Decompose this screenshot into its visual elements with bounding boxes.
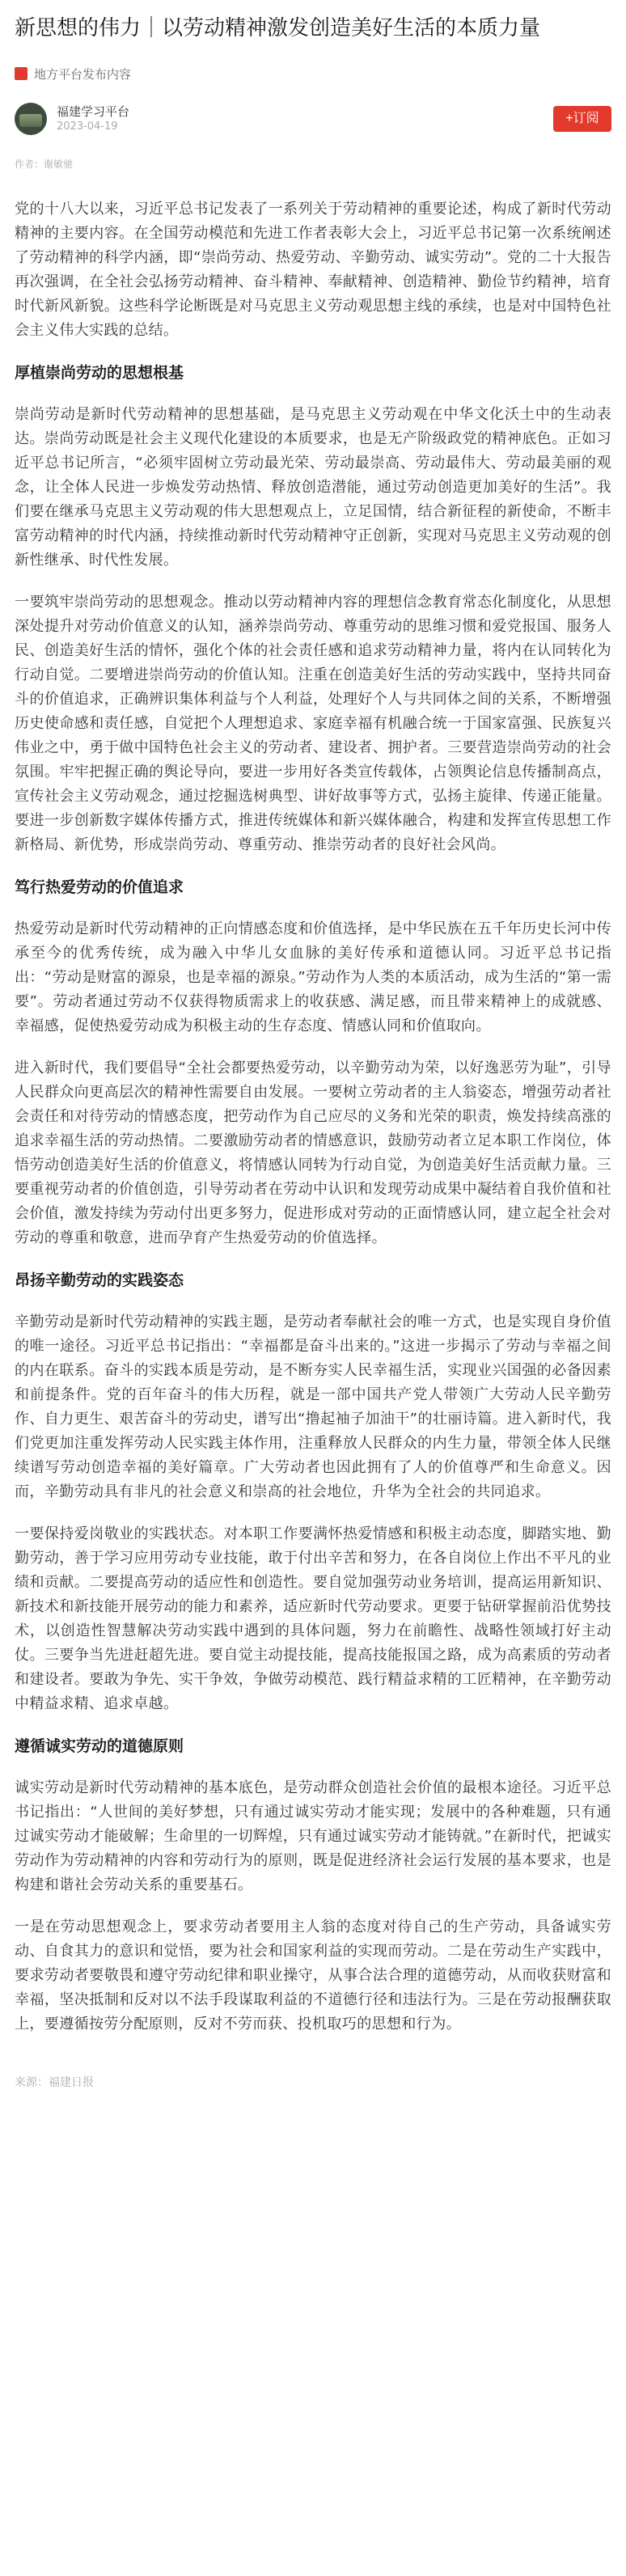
paragraph: 热爱劳动是新时代劳动精神的正向情感态度和价值选择，是中华民族在五千年历史长河中传承至今的优秀传统，成为融入中华儿女血脉的美好传承和道德认同。习近平总书记指出：“劳动是财富的源泉，也是幸福的源泉。”劳动作为人类的本质活动，成为生活的“第一需要”。劳动者通过劳动不仅获得物质需求上的收获感、满足感，而且带来精神上的成就感、幸福感，促使热爱劳动成为积极主动的生存态度、情感认同和价值取向。 bbox=[15, 920, 611, 1034]
section-heading: 遵循诚实劳动的道德原则 bbox=[15, 1737, 184, 1755]
footer-source: 来源：福建日报 bbox=[15, 2076, 94, 2089]
paragraph: 一是在劳动思想观念上，要求劳动者要用主人翁的态度对待自己的生产劳动，具备诚实劳动、自食其力的意识和觉悟，要为社会和国家利益的实现而劳动。二是在劳动生产实践中，要求劳动者要敬畏和遵守劳动纪律和职业操守，从事合法合理的道德劳动，从而收获财富和幸福，坚决抵制和反对以不法手段谋取利益的不道德行径和违法行为。三是在劳动报酬获取上，要遵循按劳分配原则，反对不劳而获、投机取巧的思想和行为。 bbox=[15, 1918, 611, 2032]
source-row[interactable] bbox=[15, 63, 611, 84]
paragraph: 一要筑牢崇尚劳动的思想观念。推动以劳动精神内容的理想信念教育常态化制度化，从思想深处提升对劳动价值意义的认知，涵养崇尚劳动、尊重劳动的思维习惯和爱党报国、服务人民、创造美好生活的情怀，强化个体的社会责任感和追求劳动精神力量，将内在认同转化为行动自觉。二要增进崇尚劳动的价值认知。注重在创造美好生活的劳动实践中，坚持共同奋斗的价值追求，正确辨识集体利益与个人利益，处理好个人与共同体之间的关系，不断增强历史使命感和责任感，自觉把个人理想追求、家庭幸福有机融合统一于国家富强、民族复兴伟业之中，勇于做中国特色社会主义的劳动者、建设者、拥护者。三要营造崇尚劳动的社会氛围。牢牢把握正确的舆论导向，要进一步用好各类宣传载体，占领舆论信息传播制高点，宣传社会主义劳动观念，通过挖掘选树典型、讲好故事等方式，弘扬主旋律、传递正能量。要进一步创新数字媒体传播方式，推进传统媒体和新兴媒体融合，构建和发挥宣传思想工作新格局、新优势，形成崇尚劳动、尊重劳动、推崇劳动者的良好社会风尚。 bbox=[15, 594, 611, 853]
platform-icon bbox=[15, 67, 27, 80]
paragraph: 辛勤劳动是新时代劳动精神的实践主题，是劳动者奉献社会的唯一方式，也是实现自身价值的唯一途径。习近平总书记指出：“幸福都是奋斗出来的。”这进一步揭示了劳动与幸福之间的内在联系。奋斗的实践本质是劳动，是不断夯实人民幸福生活，实现业兴国强的必备因素和前提条件。党的百年奋斗的伟大历程，就是一部中国共产党人带领广大劳动人民辛勤劳作、自力更生、艰苦奋斗的劳动史，谱写出“撸起袖子加油干”的壮丽诗篇。进入新时代，我们党更加注重发挥劳动人民实践主体作用，注重释放人民群众的内生力量，带领全体人民继续谱写劳动创造幸福的美好篇章。广大劳动者也因此拥有了人的价值尊严和生命意义。因而，辛勤劳动具有非凡的社会意义和崇高的社会地位，升华为全社会的共同追求。 bbox=[15, 1313, 611, 1500]
editor-credit: 作者：谢敏驰 bbox=[15, 159, 74, 170]
publish-date: 2023-04-19 bbox=[57, 121, 118, 133]
avatar[interactable] bbox=[15, 103, 47, 135]
section-heading: 笃行热爱劳动的价值追求 bbox=[15, 878, 184, 896]
section-heading: 昂扬辛勤劳动的实践姿态 bbox=[15, 1271, 184, 1289]
author-name[interactable]: 福建学习平台 bbox=[57, 104, 130, 119]
paragraph: 崇尚劳动是新时代劳动精神的思想基础，是马克思主义劳动观在中华文化沃土中的生动表达。崇尚劳动既是社会主义现代化建设的本质要求，也是无产阶级政党的精神底色。正如习近平总书记所言，“必须牢固树立劳动最光荣、劳动最崇高、劳动最伟大、劳动最美丽的观念，让全体人民进一步焕发劳动热情、释放创造潜能，通过劳动创造更加美好的生活”。我们要在继承马克思主义劳动观的伟大思想观点上，立足国情，结合新征程的新使命，不断丰富劳动精神的时代内涵，持续推动新时代劳动精神守正创新，实现对马克思主义劳动观的创新性继承、时代性发展。 bbox=[15, 406, 611, 569]
paragraph: 诚实劳动是新时代劳动精神的基本底色，是劳动群众创造社会价值的最根本途径。习近平总书记指出：“人世间的美好梦想，只有通过诚实劳动才能实现；发展中的各种难题，只有通过诚实劳动才能破解；生命里的一切辉煌，只有通过诚实劳动才能铸就。”在新时代，把诚实劳动作为劳动精神的内容和劳动行为的原则，既是促进经济社会运行发展的基本要求，也是构建和谐社会劳动关系的重要基石。 bbox=[15, 1779, 611, 1893]
paragraph: 党的十八大以来，习近平总书记发表了一系列关于劳动精神的重要论述，构成了新时代劳动精神的主要内容。在全国劳动模范和先进工作者表彰大会上，习近平总书记第一次系统阐述了劳动精神的科学内涵，即“崇尚劳动、热爱劳动、辛勤劳动、诚实劳动”。党的二十大报告再次强调，在全社会弘扬劳动精神、奋斗精神、奉献精神、创造精神、勤俭节约精神，培育时代新风新貌。这些科学论断既是对马克思主义劳动观思想主线的承续，也是对中国特色社会主义伟大实践的总结。 bbox=[15, 201, 611, 339]
subscribe-button[interactable]: +订阅 bbox=[553, 106, 611, 132]
author-row bbox=[15, 99, 611, 139]
article-title: 新思想的伟力｜以劳动精神激发创造美好生活的本质力量 bbox=[15, 16, 541, 40]
paragraph: 一要保持爱岗敬业的实践状态。对本职工作要满怀热爱情感和积极主动态度，脚踏实地、勤勤劳动，善于学习应用劳动专业技能，敢于付出辛苦和努力，在各自岗位上作出不平凡的业绩和贡献。二要提高劳动的适应性和创造性。要自觉加强劳动业务培训，提高运用新知识、新技术和新技能开展劳动的能力和素养，适应新时代劳动要求。更要于钻研掌握前沿优势技术，以创造性智慧解决劳动实践中遇到的具体问题，努力在前瞻性、战略性领域打好主动仗。三要争当先进赶超先进。要自觉主动提技能，提高技能报国之路，成为高素质的劳动者和建设者。要敢为争先、实干争效，争做劳动模范、践行精益求精的工匠精神，在辛勤劳动中精益求精、追求卓越。 bbox=[15, 1525, 611, 1712]
section-heading: 厚植崇尚劳动的思想根基 bbox=[15, 364, 184, 382]
paragraph: 进入新时代，我们要倡导“全社会都要热爱劳动，以辛勤劳动为荣，以好逸恶劳为耻”，引导人民群众向更高层次的精神性需要自由发展。一要树立劳动者的主人翁姿态，增强劳动者社会责任和对待劳动的情感态度，把劳动作为自己应尽的义务和光荣的职责，焕发持续高涨的追求幸福生活的劳动热情。二要激励劳动者的情感意识，鼓励劳动者立足本职工作岗位，体悟劳动创造美好生活的价值意义，将情感认同转为行动自觉，为创造美好生活贡献力量。三要重视劳动者的价值创造，引导劳动者在劳动中认识和发现劳动成果中凝结着自我价值和社会价值，激发持续为劳动付出更多努力，促进形成对劳动的正面情感认同，建立起全社会对劳动的尊重和敬意，进而孕育产生热爱劳动的价值选择。 bbox=[15, 1060, 611, 1246]
author-meta bbox=[57, 104, 553, 134]
source-label: 地方平台发布内容 bbox=[34, 66, 132, 82]
article-body bbox=[15, 197, 611, 2037]
